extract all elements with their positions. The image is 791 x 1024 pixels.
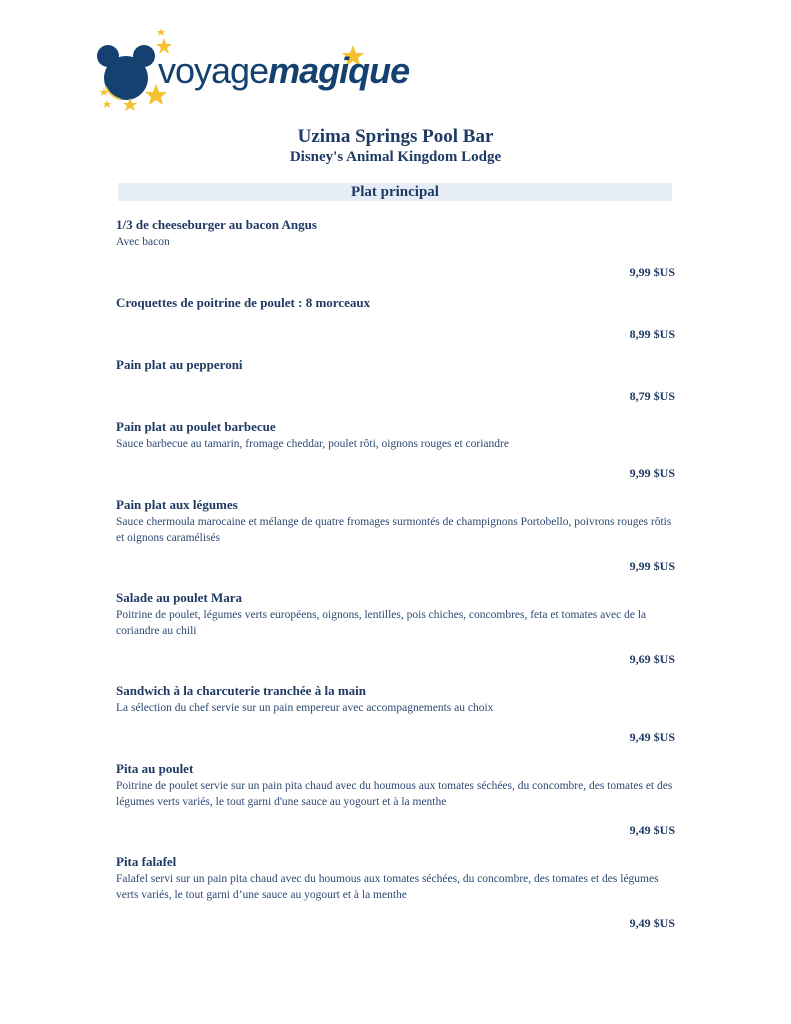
item-price: 8,79 $US <box>629 389 675 403</box>
item-name: Pain plat au poulet barbecue <box>116 419 276 434</box>
menu-item <box>116 419 676 452</box>
brand-wordmark: voyagemagique <box>158 50 410 91</box>
menu-item <box>116 854 676 903</box>
menu-item <box>116 217 676 250</box>
item-price: 8,99 $US <box>629 327 675 341</box>
menu-item <box>116 295 676 311</box>
menu-item <box>116 357 676 373</box>
item-price: 9,49 $US <box>629 916 675 930</box>
item-price: 9,49 $US <box>629 730 675 744</box>
item-name: Pita falafel <box>116 854 177 869</box>
item-price: 9,99 $US <box>629 265 675 279</box>
item-price: 9,99 $US <box>629 466 675 480</box>
item-price: 9,99 $US <box>629 559 675 573</box>
item-description: Falafel servi sur un pain pita chaud avec du houmous aux tomates séchées, du concombre, des tomates et des légumes verts variés, le tout garni d’une sauce au yogourt et à la menthe <box>116 873 659 901</box>
item-name: Sandwich à la charcuterie tranchée à la main <box>116 683 366 698</box>
item-name: Croquettes de poitrine de poulet : 8 morceaux <box>116 295 371 310</box>
item-description: Poitrine de poulet, légumes verts européens, oignons, lentilles, pois chiches, concombres, feta et tomates avec de la coriandre au chili <box>116 609 647 637</box>
menu-item <box>116 590 676 639</box>
item-name: Pain plat au pepperoni <box>116 357 243 372</box>
menu-item <box>116 761 676 810</box>
item-description: Poitrine de poulet servie sur un pain pita chaud avec du houmous aux tomates séchées, du concombre, des tomates et des légumes verts variés, le tout garni d'une sauce au yogourt et à la menthe <box>116 780 673 808</box>
item-description: Sauce chermoula marocaine et mélange de quatre fromages surmontés de champignons Portobello, poivrons rouges rôtis et oignons caramélisés <box>116 516 672 544</box>
item-price: 9,69 $US <box>629 652 675 666</box>
page-title: Uzima Springs Pool Bar <box>297 126 494 147</box>
item-description: Sauce barbecue au tamarin, fromage cheddar, poulet rôti, oignons rouges et coriandre <box>116 438 509 450</box>
item-name: Pita au poulet <box>116 761 194 776</box>
item-description: Avec bacon <box>116 236 170 248</box>
brand-logo <box>94 28 424 120</box>
menu-item <box>116 497 676 546</box>
item-name: Pain plat aux légumes <box>116 497 238 512</box>
item-name: Salade au poulet Mara <box>116 590 243 605</box>
item-description: La sélection du chef servie sur un pain empereur avec accompagnements au choix <box>116 702 494 714</box>
section-heading: Plat principal <box>118 183 672 201</box>
page-subtitle: Disney's Animal Kingdom Lodge <box>289 149 502 165</box>
item-price: 9,49 $US <box>629 823 675 837</box>
item-name: 1/3 de cheeseburger au bacon Angus <box>116 217 317 232</box>
menu-item <box>116 683 676 716</box>
